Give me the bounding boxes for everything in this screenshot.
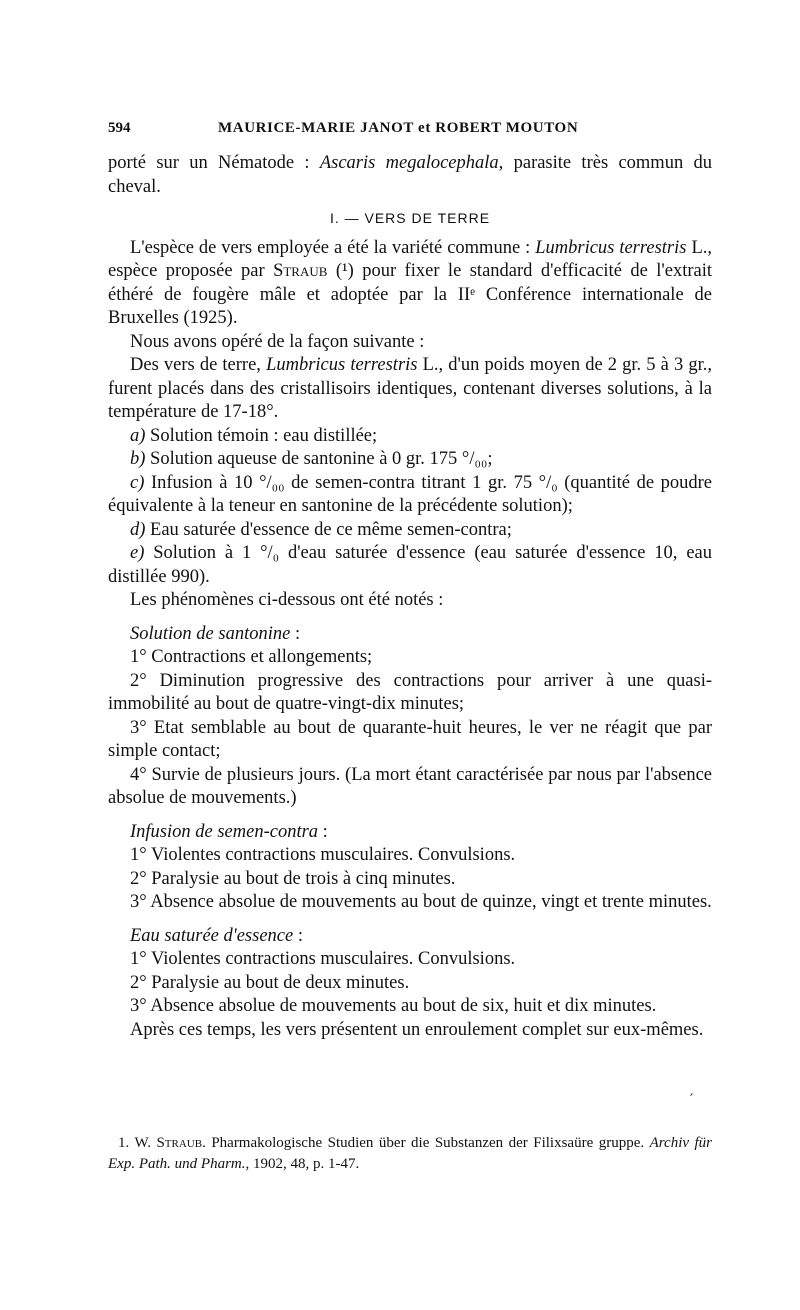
item-text: Solution témoin : eau distillée; <box>145 425 378 446</box>
footnote <box>108 1133 712 1175</box>
section-title: I. — VERS DE TERRE <box>329 210 491 226</box>
main-text <box>108 152 712 1042</box>
species-name: Lumbricus terrestris <box>535 237 687 258</box>
item-text: Solution à 1 °/₀ d'eau saturée d'essence (eau saturée d'essence 10, eau distillée 990). <box>108 543 712 587</box>
item-letter: e) <box>130 543 145 563</box>
para3-text-end: L., d'un poids moyen de 2 gr. 5 à 3 gr., furent placés dans des cristallisoirs identiques, contenant diverses solutions, à la température de 17-18°. <box>108 355 713 422</box>
intro-text: porté sur un Nématode : <box>108 153 320 173</box>
observation-item: 1° Contractions et allongements; <box>130 647 373 667</box>
solutions-list <box>108 425 712 590</box>
paragraph-species <box>108 237 712 331</box>
para1-text-mid: L., espèce proposée par <box>108 237 712 281</box>
group-title <box>108 623 712 647</box>
solution-item <box>108 519 712 543</box>
item-letter: b) <box>130 449 146 469</box>
solution-item <box>108 542 712 589</box>
para3-text: Des vers de terre, <box>130 355 267 375</box>
item-letter: c) <box>130 472 145 493</box>
group-essence <box>108 925 712 1019</box>
closing-paragraph: Après ces temps, les vers présentent un enroulement complet sur eux-mêmes. <box>130 1019 704 1040</box>
group-title-colon: : <box>290 623 301 644</box>
intro-text-end: , parasite très commun du cheval. <box>108 153 712 197</box>
footnote-journal: Archiv für Exp. Path. und Pharm. <box>108 1135 712 1172</box>
observation-item: 2° Diminution progressive des contractions pour arriver à une quasi-immobilité au bout de quatre-vingt-dix minutes; <box>108 670 712 714</box>
phenomena-intro: Les phénomènes ci-dessous ont été notés : <box>130 590 444 610</box>
para1-text: L'espèce de vers employée a été la variété commune : <box>130 237 536 258</box>
footnote-author: Straub <box>156 1135 203 1151</box>
group-title-text: Solution de santonine <box>130 623 291 644</box>
group-santonine <box>108 623 712 811</box>
group-title-text: Infusion de semen-contra <box>130 821 319 842</box>
item-letter: a) <box>130 425 146 446</box>
solution-item <box>108 425 712 449</box>
observation-item: 3° Etat semblable au bout de quarante-huit heures, le ver ne réagit que par simple contact; <box>108 717 712 761</box>
item-letter: d) <box>130 519 146 540</box>
group-title-colon: : <box>293 925 303 946</box>
species-name: Lumbricus terrestris <box>266 355 418 375</box>
footnote-title: . Pharmakologische Studien über die Substanzen der Filixsaüre gruppe. <box>202 1135 650 1151</box>
observation-item: 3° Absence absolue de mouvements au bout de quinze, vingt et trente minutes. <box>130 892 712 912</box>
observation-item: 1° Violentes contractions musculaires. Convulsions. <box>130 949 516 969</box>
observation-item: 2° Paralysie au bout de deux minutes. <box>130 972 410 993</box>
solution-item <box>108 448 712 472</box>
running-head-authors: MAURICE-MARIE JANOT et ROBERT MOUTON <box>218 120 579 136</box>
observation-item: 2° Paralysie au bout de trois à cinq minutes. <box>130 868 456 889</box>
solution-item <box>108 472 712 519</box>
group-title-text: Eau saturée d'essence <box>130 925 294 946</box>
item-text: Solution aqueuse de santonine à 0 gr. 175 °/₀₀; <box>145 449 493 469</box>
running-header <box>108 120 712 142</box>
page-number: 594 <box>108 120 131 136</box>
species-name: Ascaris megalocephala <box>319 153 499 173</box>
item-text: Infusion à 10 °/₀₀ de semen-contra titrant 1 gr. 75 °/₀ (quantité de poudre équivalente à la teneur en santonine de la précédente solution); <box>108 472 712 516</box>
group-title <box>108 925 712 949</box>
stray-mark: ′ <box>690 1092 694 1108</box>
group-title-colon: : <box>318 821 328 842</box>
group-title <box>108 821 712 845</box>
footnote-text <box>108 1133 712 1175</box>
group-infusion <box>108 821 712 915</box>
observation-item: 1° Violentes contractions musculaires. Convulsions. <box>130 845 516 865</box>
footnote-number: 1. W. <box>118 1135 157 1151</box>
author-name: Straub <box>273 261 328 281</box>
observation-item: 4° Survie de plusieurs jours. (La mort étant caractérisée par nous par l'absence absolue de mouvements.) <box>108 764 712 808</box>
footnote-ref: , 1902, 48, p. 1-47. <box>245 1156 360 1172</box>
paragraph-protocol <box>108 354 712 425</box>
item-text: Eau saturée d'essence de ce même semen-contra; <box>145 519 512 540</box>
intro-paragraph <box>108 152 712 199</box>
para1-text-end: (¹) pour fixer le standard d'efficacité de l'extrait éthéré de fougère mâle et adoptée par la IIᵉ Conférence internationale de Bruxelles (1925). <box>108 261 712 328</box>
paragraph-method: Nous avons opéré de la façon suivante : <box>130 331 425 352</box>
observation-item: 3° Absence absolue de mouvements au bout de six, huit et dix minutes. <box>130 996 657 1016</box>
